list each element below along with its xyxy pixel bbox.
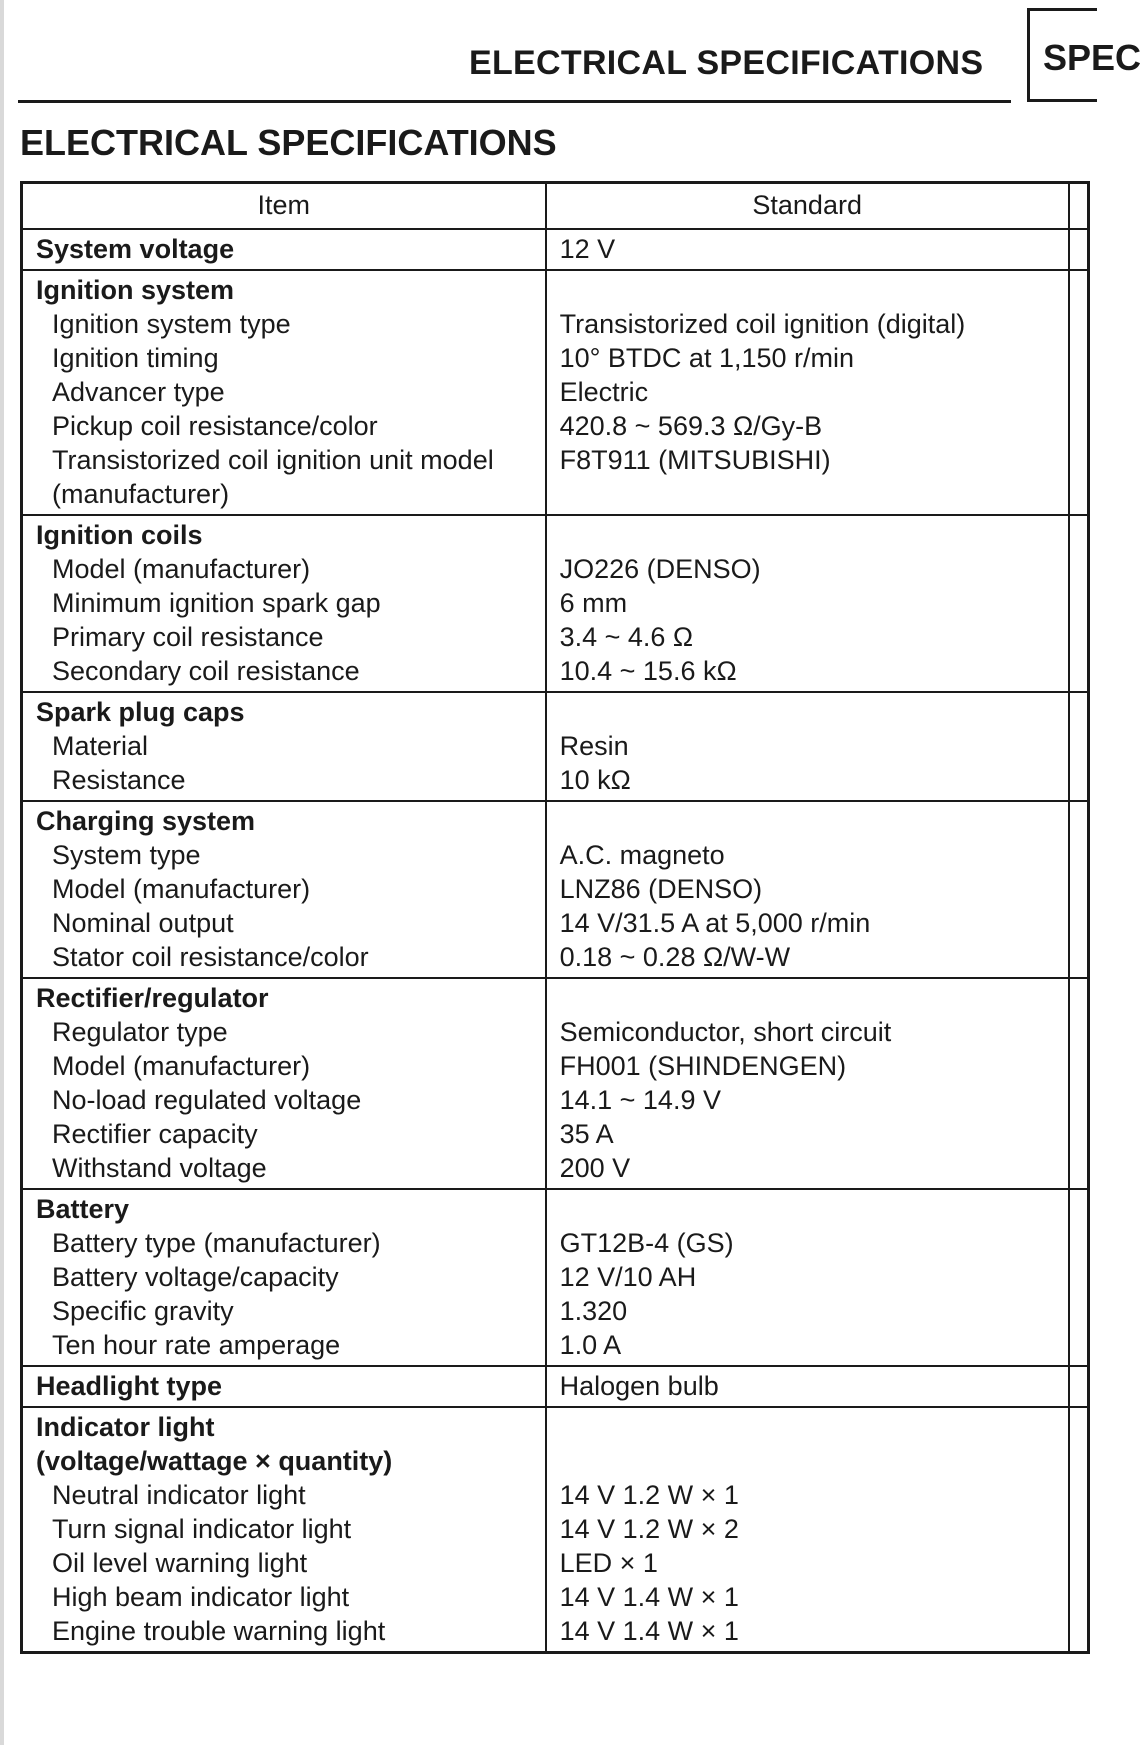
group-heading: Spark plug caps — [36, 697, 245, 727]
spec-item: Turn signal indicator light — [52, 1514, 352, 1544]
extra-cell — [1069, 978, 1089, 1189]
section-tab — [1027, 8, 1141, 102]
group-heading: Rectifier/regulator — [36, 983, 269, 1013]
spec-item: Battery type (manufacturer) — [52, 1228, 381, 1258]
spec-item: Ignition system type — [52, 309, 291, 339]
spec-item: Withstand voltage — [52, 1153, 267, 1183]
spec-value: FH001 (SHINDENGEN) — [559, 1051, 847, 1081]
spec-item: Model (manufacturer) — [52, 1051, 311, 1081]
table-row — [22, 270, 1089, 515]
spec-value: 1.320 — [559, 1296, 628, 1326]
spec-item: Ignition timing — [52, 343, 219, 373]
group-heading: Ignition system — [36, 275, 235, 305]
spec-value: LED × 1 — [559, 1548, 658, 1578]
spec-item: Stator coil resistance/color — [52, 942, 369, 972]
spec-value: 14 V 1.2 W × 2 — [559, 1514, 739, 1544]
standard-cell — [546, 978, 1069, 1189]
table-row — [22, 801, 1089, 978]
spec-value: LNZ86 (DENSO) — [559, 874, 763, 904]
spec-value: Electric — [559, 377, 649, 407]
spec-item: Rectifier capacity — [52, 1119, 258, 1149]
spec-item: Model (manufacturer) — [52, 874, 311, 904]
spec-item: Transistorized coil ignition unit model — [52, 445, 494, 475]
spec-value: Semiconductor, short circuit — [559, 1017, 892, 1047]
extra-cell — [1069, 801, 1089, 978]
spec-value: Halogen bulb — [559, 1371, 719, 1401]
extra-cell — [1069, 1189, 1089, 1366]
spec-value: 200 V — [559, 1153, 631, 1183]
extra-cell — [1069, 1366, 1089, 1407]
extra-cell — [1069, 229, 1089, 270]
group-heading: Ignition coils — [36, 520, 203, 550]
spec-value: 3.4 ~ 4.6 Ω — [559, 622, 694, 652]
spec-item: Advancer type — [52, 377, 225, 407]
spec-value: 14.1 ~ 14.9 V — [559, 1085, 721, 1115]
header-rule — [18, 100, 1011, 103]
spec-value: 10.4 ~ 15.6 kΩ — [559, 656, 737, 686]
spec-item: Engine trouble warning light — [52, 1616, 386, 1646]
spec-item-continuation: (manufacturer) — [52, 479, 230, 509]
group-heading: Headlight type — [36, 1371, 223, 1401]
spec-value: 14 V 1.4 W × 1 — [559, 1582, 739, 1612]
standard-cell — [546, 1189, 1069, 1366]
item-cell — [22, 1366, 546, 1407]
spec-value: 12 V/10 AH — [559, 1262, 697, 1292]
section-title: ELECTRICAL SPECIFICATIONS — [20, 122, 557, 163]
spec-item: Neutral indicator light — [52, 1480, 306, 1510]
page-edge — [0, 0, 4, 1745]
standard-cell — [546, 270, 1069, 515]
section-tab-label: SPEC — [1043, 37, 1141, 78]
extra-cell — [1069, 515, 1089, 692]
spec-item: No-load regulated voltage — [52, 1085, 362, 1115]
item-cell — [22, 978, 546, 1189]
standard-cell — [546, 1366, 1069, 1407]
spec-item: High beam indicator light — [52, 1582, 350, 1612]
spec-item: Nominal output — [52, 908, 234, 938]
group-heading: Charging system — [36, 806, 256, 836]
extra-cell — [1069, 1407, 1089, 1653]
spec-item: Pickup coil resistance/color — [52, 411, 378, 441]
standard-cell — [546, 1407, 1069, 1653]
spec-item: Model (manufacturer) — [52, 554, 311, 584]
spec-item: Regulator type — [52, 1017, 228, 1047]
table-row — [22, 1189, 1089, 1366]
table-row — [22, 978, 1089, 1189]
item-cell — [22, 801, 546, 978]
spec-value: JO226 (DENSO) — [559, 554, 761, 584]
group-heading-continuation: (voltage/wattage × quantity) — [36, 1446, 393, 1476]
spec-value: 14 V/31.5 A at 5,000 r/min — [559, 908, 871, 938]
table-row — [22, 229, 1089, 270]
electrical-spec-table — [20, 181, 1090, 1654]
table-header-row — [22, 183, 1089, 230]
standard-cell — [546, 515, 1069, 692]
item-cell — [22, 1189, 546, 1366]
spec-value: Resin — [559, 731, 629, 761]
item-cell — [22, 692, 546, 801]
spec-value: F8T911 (MITSUBISHI) — [559, 445, 831, 475]
table-row — [22, 1366, 1089, 1407]
spec-item: Ten hour rate amperage — [52, 1330, 341, 1360]
spec-value: 14 V 1.2 W × 1 — [559, 1480, 739, 1510]
spec-item: System type — [52, 840, 201, 870]
group-heading: Battery — [36, 1194, 130, 1224]
spec-value: 1.0 A — [559, 1330, 622, 1360]
spec-value: 35 A — [559, 1119, 614, 1149]
spec-item: Primary coil resistance — [52, 622, 324, 652]
spec-value: 12 V — [559, 234, 616, 264]
spec-item: Specific gravity — [52, 1296, 234, 1326]
running-header-title: ELECTRICAL SPECIFICATIONS — [469, 44, 984, 82]
extra-cell — [1069, 270, 1089, 515]
group-heading: Indicator light — [36, 1412, 215, 1442]
spec-value: 10 kΩ — [559, 765, 631, 795]
column-header-item: Item — [22, 183, 546, 230]
spec-value: GT12B-4 (GS) — [559, 1228, 734, 1258]
spec-value: 0.18 ~ 0.28 Ω/W-W — [559, 942, 791, 972]
item-cell — [22, 229, 546, 270]
spec-value: 14 V 1.4 W × 1 — [559, 1616, 739, 1646]
spec-item: Resistance — [52, 765, 186, 795]
item-cell — [22, 515, 546, 692]
column-header-extra — [1069, 183, 1089, 230]
extra-cell — [1069, 692, 1089, 801]
spec-value: 420.8 ~ 569.3 Ω/Gy-B — [559, 411, 823, 441]
spec-value: Transistorized coil ignition (digital) — [559, 309, 966, 339]
spec-value: 10° BTDC at 1,150 r/min — [559, 343, 855, 373]
spec-item: Oil level warning light — [52, 1548, 308, 1578]
spec-item: Material — [52, 731, 149, 761]
group-heading: System voltage — [36, 234, 235, 264]
spec-item: Secondary coil resistance — [52, 656, 360, 686]
spec-item: Battery voltage/capacity — [52, 1262, 339, 1292]
table-row — [22, 515, 1089, 692]
spec-value: A.C. magneto — [559, 840, 725, 870]
item-cell — [22, 1407, 546, 1653]
item-cell — [22, 270, 546, 515]
table-row — [22, 1407, 1089, 1653]
table-row — [22, 692, 1089, 801]
column-header-standard: Standard — [546, 183, 1069, 230]
spec-item: Minimum ignition spark gap — [52, 588, 381, 618]
standard-cell — [546, 801, 1069, 978]
standard-cell — [546, 229, 1069, 270]
spec-value: 6 mm — [559, 588, 628, 618]
standard-cell — [546, 692, 1069, 801]
